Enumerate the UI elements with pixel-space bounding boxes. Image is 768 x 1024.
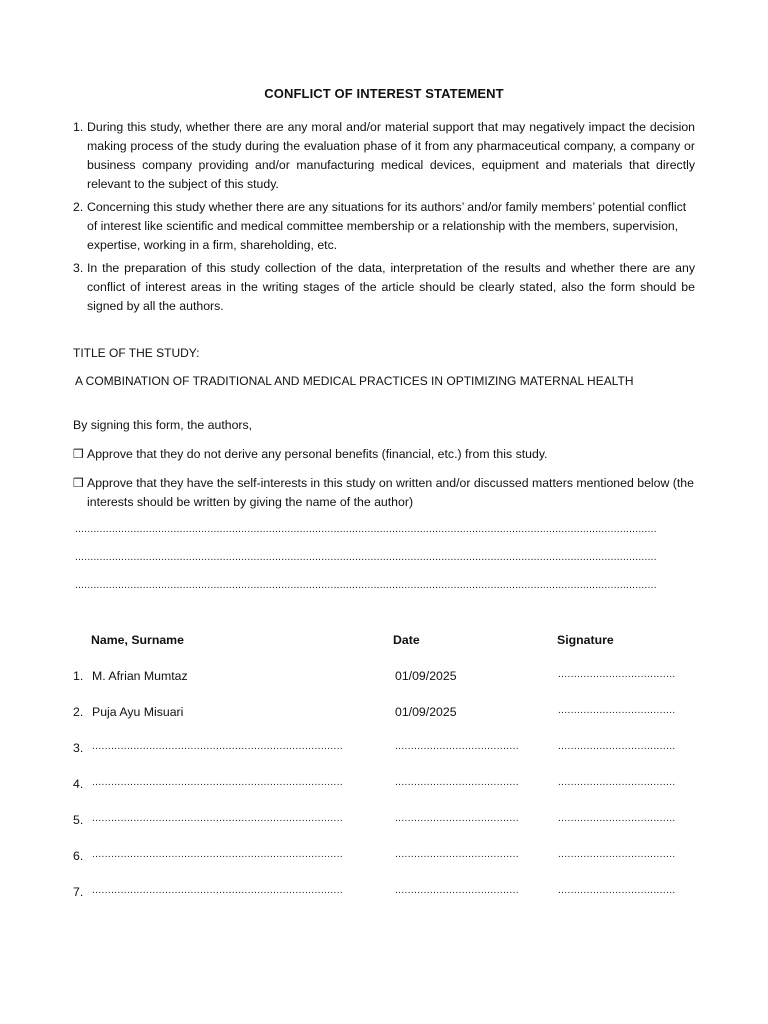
statement-item	[73, 198, 695, 255]
row-number: 6.	[73, 849, 84, 863]
signature-line[interactable]: .....................................	[558, 885, 676, 896]
author-date: 01/09/2025	[395, 705, 457, 719]
study-title: A COMBINATION OF TRADITIONAL AND MEDICAL PRACTICES IN OPTIMIZING MATERNAL HEALTH	[75, 374, 634, 388]
name-fill-line[interactable]: ...............................................................................	[92, 813, 344, 824]
statement-number: 2.	[73, 200, 84, 214]
interest-fill-line[interactable]: .............................................................................................................................................................................................	[75, 552, 657, 563]
signature-line[interactable]: .....................................	[558, 849, 676, 860]
author-row	[0, 777, 768, 795]
signature-line[interactable]: .....................................	[558, 741, 676, 752]
row-number: 1.	[73, 669, 84, 683]
row-number: 5.	[73, 813, 84, 827]
name-fill-line[interactable]: ...............................................................................	[92, 777, 344, 788]
checkbox-icon[interactable]: ❒	[73, 476, 84, 490]
statement-text: Concerning this study whether there are any situations for its authors’ and/or family members’ potential conflict of interest like scientific and medical committee membership or a relationship with the members, supervision, expertise, working in a firm, shareholding, etc.	[87, 200, 687, 252]
checkbox-icon[interactable]: ❒	[73, 447, 84, 461]
name-fill-line[interactable]: ...............................................................................	[92, 849, 344, 860]
checkbox-label: Approve that they do not derive any personal benefits (financial, etc.) from this study.	[87, 447, 548, 461]
row-number: 2.	[73, 705, 84, 719]
header-signature: Signature	[557, 633, 614, 647]
author-row	[0, 885, 768, 903]
checkbox-item-no-benefits[interactable]	[73, 445, 695, 464]
date-fill-line[interactable]: .......................................	[395, 813, 519, 824]
statement-text: During this study, whether there are any moral and/or material support that may negatively impact the decision making process of the study during the evaluation phase of it from any pharmaceutical company, a company or business company providing and/or manufacturing medical devices, equipment and materials that directly relevant to the subject of this study.	[87, 120, 695, 191]
date-fill-line[interactable]: .......................................	[395, 849, 519, 860]
statement-item	[73, 259, 695, 316]
statement-item	[73, 118, 695, 194]
signature-line[interactable]: .....................................	[558, 669, 676, 680]
row-number: 3.	[73, 741, 84, 755]
author-row	[0, 741, 768, 759]
author-row	[0, 849, 768, 867]
numbered-statements	[73, 118, 695, 320]
date-fill-line[interactable]: .......................................	[395, 777, 519, 788]
interest-fill-line[interactable]: .............................................................................................................................................................................................	[75, 524, 657, 535]
signature-line[interactable]: .....................................	[558, 777, 676, 788]
header-name-surname: Name, Surname	[91, 633, 184, 647]
author-name: Puja Ayu Misuari	[92, 705, 184, 719]
statement-number: 3.	[73, 261, 84, 275]
author-row	[0, 813, 768, 831]
statement-text: In the preparation of this study collection of the data, interpretation of the results and whether there are any conflict of interest areas in the writing stages of the article should be clearly stated, also the form should be signed by all the authors.	[87, 261, 695, 313]
author-name: M. Afrian Mumtaz	[92, 669, 188, 683]
date-fill-line[interactable]: .......................................	[395, 741, 519, 752]
author-row	[0, 669, 768, 687]
date-fill-line[interactable]: .......................................	[395, 885, 519, 896]
signature-line[interactable]: .....................................	[558, 813, 676, 824]
checkbox-item-self-interests[interactable]	[73, 474, 695, 512]
name-fill-line[interactable]: ...............................................................................	[92, 741, 344, 752]
document-title: CONFLICT OF INTEREST STATEMENT	[264, 86, 504, 101]
header-date: Date	[393, 633, 420, 647]
author-row	[0, 705, 768, 723]
interest-fill-line[interactable]: .............................................................................................................................................................................................	[75, 580, 657, 591]
row-number: 7.	[73, 885, 84, 899]
signature-line[interactable]: .....................................	[558, 705, 676, 716]
author-date: 01/09/2025	[395, 669, 457, 683]
checkbox-label: Approve that they have the self-interests in this study on written and/or discussed matters mentioned below (the interests should be written by giving the name of the author)	[87, 476, 694, 509]
statement-number: 1.	[73, 120, 84, 134]
study-title-label: TITLE OF THE STUDY:	[73, 346, 200, 360]
row-number: 4.	[73, 777, 84, 791]
name-fill-line[interactable]: ...............................................................................	[92, 885, 344, 896]
signing-intro: By signing this form, the authors,	[73, 418, 253, 432]
